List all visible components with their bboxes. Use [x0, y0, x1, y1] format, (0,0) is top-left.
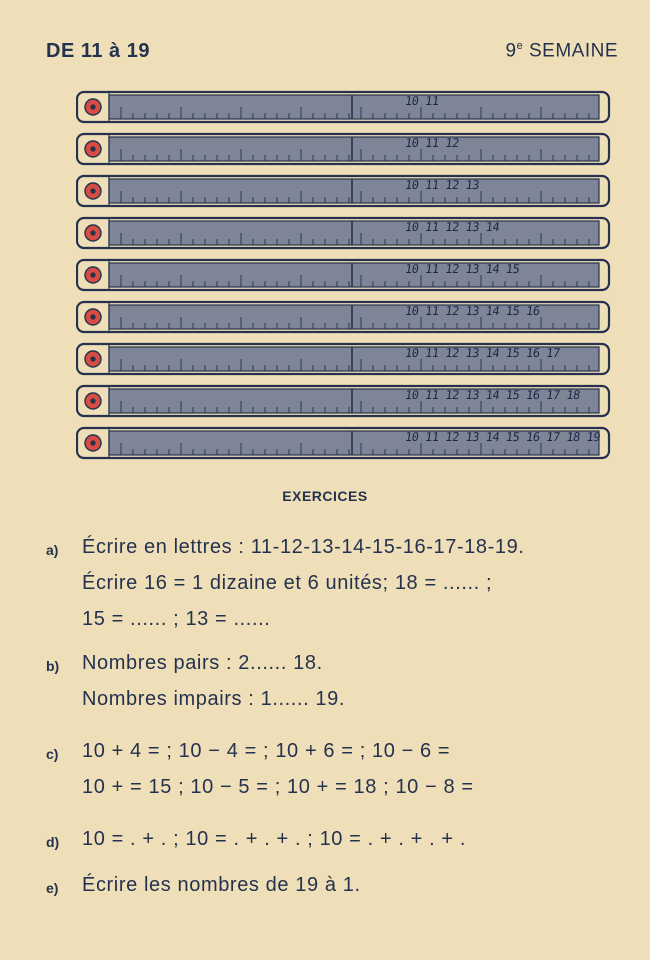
strip-illustration	[76, 258, 612, 292]
strip-numbers: 10 11 12 13	[404, 178, 480, 192]
number-strip	[76, 258, 612, 292]
week-word: SEMAINE	[528, 40, 618, 62]
exercise-label: e)	[46, 880, 59, 896]
strip-numbers: 10 11 12 13 14 15 16 17 18 19	[404, 430, 601, 444]
exercise-line: Nombres impairs : 1...... 19.	[82, 688, 346, 710]
strip-numbers: 10 11 12 13 14 15 16	[404, 304, 541, 318]
number-strip	[76, 90, 612, 124]
number-strip	[76, 216, 612, 250]
exercise-line: Écrire les nombres de 19 à 1.	[82, 874, 361, 896]
exercise-line: 10 = . + . ; 10 = . + . + . ; 10 = . + . + . + .	[82, 828, 467, 850]
number-strip	[76, 384, 612, 418]
number-strips	[76, 90, 612, 470]
range-title: DE 11 à 19	[46, 40, 150, 62]
exercise-line: Nombres pairs : 2...... 18.	[82, 652, 323, 674]
number-strip	[76, 300, 612, 334]
week-number: 9	[505, 40, 517, 62]
strip-illustration	[76, 216, 612, 250]
exercise-label: b)	[46, 658, 60, 674]
exercise-line: 10 + 4 = ; 10 − 4 = ; 10 + 6 = ; 10 − 6 =	[82, 740, 451, 762]
strip-numbers: 10 11 12 13 14 15 16 17 18	[404, 388, 581, 402]
strip-illustration	[76, 90, 612, 124]
strip-numbers: 10 11 12 13 14	[404, 220, 501, 234]
exercise-line: Écrire 16 = 1 dizaine et 6 unités; 18 = ...... ;	[82, 572, 493, 594]
strip-numbers: 10 11 12	[404, 136, 460, 150]
exercise-line: 15 = ...... ; 13 = ......	[82, 608, 271, 630]
exercise-line: 10 + = 15 ; 10 − 5 = ; 10 + = 18 ; 10 − 8 =	[82, 776, 474, 798]
strip-numbers: 10 11 12 13 14 15 16 17	[404, 346, 561, 360]
strip-illustration	[76, 174, 612, 208]
strip-illustration	[76, 132, 612, 166]
exercise-label: d)	[46, 834, 60, 850]
number-strip	[76, 426, 612, 460]
exercises-title: EXERCICES	[282, 488, 368, 504]
week-suffix: e	[516, 40, 524, 52]
number-strip	[76, 132, 612, 166]
week-label	[505, 40, 618, 62]
strip-numbers: 10 11	[404, 94, 440, 108]
number-strip	[76, 174, 612, 208]
exercise-label: a)	[46, 542, 59, 558]
exercise-label: c)	[46, 746, 59, 762]
number-strip	[76, 342, 612, 376]
strip-numbers: 10 11 12 13 14 15	[404, 262, 521, 276]
exercise-line: Écrire en lettres : 11-12-13-14-15-16-17-18-19.	[82, 536, 525, 558]
